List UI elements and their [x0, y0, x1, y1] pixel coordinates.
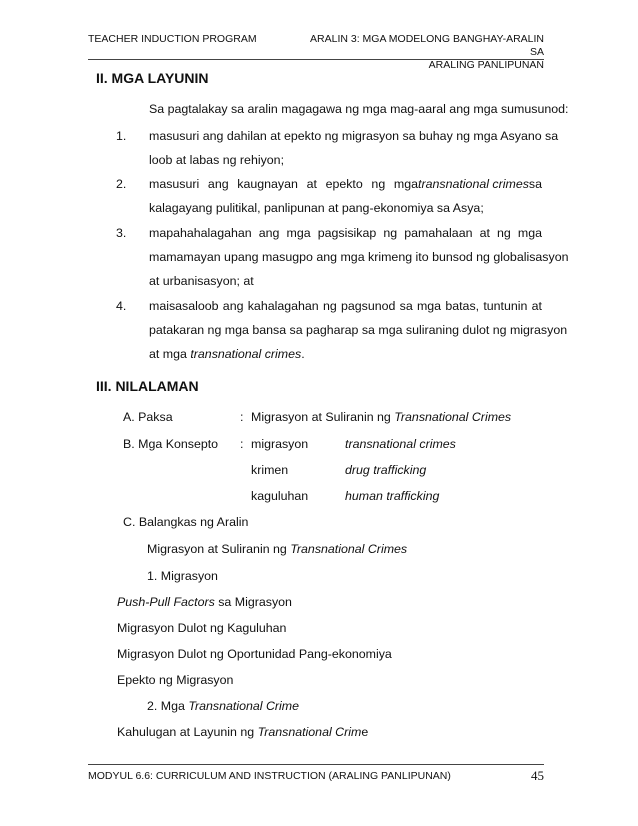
layunin-item-4-line2: patakaran ng mga bansa sa pagharap sa mga suliraning dulot ng migrasyon	[149, 323, 568, 337]
konsepto-label: B. Mga Konsepto	[123, 437, 219, 451]
concept-left-3: kaguluhan	[251, 489, 309, 503]
layunin-item-1-line2: loob at labas ng rehiyon;	[149, 153, 285, 167]
outline-sub-2-text: 2. Mga	[147, 699, 185, 713]
layunin-item-2-number: 2.	[116, 177, 127, 191]
outline-item-4: Epekto ng Migrasyon	[117, 673, 234, 687]
layunin-item-2-line1-b: sa	[528, 177, 542, 191]
outline-sub-2-italic: Transnational Crime	[188, 699, 299, 713]
header-right-line1: ARALIN 3: MGA MODELONG BANGHAY-ARALIN SA	[310, 33, 544, 58]
layunin-item-2-line2: kalagayang pulitikal, panlipunan at pang-ekonomiya sa Asya;	[149, 201, 484, 215]
layunin-item-3-line2: mamamayan upang masugpo ang mga krimeng ito bunsod ng globalisasyon	[149, 250, 569, 264]
layunin-item-4-line3-a: at mga	[149, 347, 187, 361]
layunin-item-4-line3-b: .	[301, 347, 305, 361]
paksa-value-text: Migrasyon at Suliranin ng	[251, 410, 391, 424]
section-heading-layunin: II. MGA LAYUNIN	[96, 70, 209, 86]
header-rule	[88, 59, 544, 60]
outline-title-italic: Transnational Crimes	[290, 542, 408, 556]
layunin-item-3-number: 3.	[116, 226, 127, 240]
footer-module-title: MODYUL 6.6: CURRICULUM AND INSTRUCTION (ARALING PANLIPUNAN)	[88, 770, 451, 782]
layunin-item-1-line1: masusuri ang dahilan at epekto ng migrasyon sa buhay ng mga Asyano sa	[149, 129, 559, 143]
page-number: 45	[531, 768, 544, 783]
paksa-value	[251, 410, 511, 424]
outline-last-text: Kahulugan at Layunin ng	[117, 725, 255, 739]
paksa-colon: :	[240, 410, 244, 424]
outline-item-3: Migrasyon Dulot ng Oportunidad Pang-ekonomiya	[117, 647, 392, 661]
section-heading-nilalaman: III. NILALAMAN	[96, 378, 199, 394]
outline-item-1-text: sa Migrasyon	[214, 595, 292, 609]
header-right-title	[300, 33, 544, 72]
layunin-item-4-line3-italic: transnational crimes	[190, 347, 302, 361]
layunin-item-3-line1: mapahahalagahan ang mga pagsisikap ng pamahalaan at ng mga	[149, 226, 542, 240]
header-left-title: TEACHER INDUCTION PROGRAM	[88, 33, 257, 45]
outline-item-push-pull	[117, 595, 292, 609]
balangkas-label: C. Balangkas ng Aralin	[123, 515, 249, 529]
outline-last-italic: Transnational Crim	[257, 725, 362, 739]
layunin-item-4-number: 4.	[116, 299, 127, 313]
layunin-item-2-line1	[149, 177, 542, 191]
header-right-line2: ARALING PANLIPUNAN	[428, 59, 544, 71]
layunin-item-2-line1-a: masusuri ang kaugnayan at epekto ng mga	[149, 177, 418, 191]
layunin-item-4-line3	[149, 347, 305, 361]
layunin-item-2-line1-italic: transnational crimes	[418, 177, 529, 191]
layunin-intro: Sa pagtalakay sa aralin magagawa ng mga mag-aaral ang mga sumusunod:	[149, 102, 569, 116]
outline-item-kahulugan	[117, 725, 368, 739]
outline-title	[147, 542, 407, 556]
outline-sub-2	[147, 699, 299, 713]
layunin-item-1-number: 1.	[116, 129, 127, 143]
paksa-value-italic: Transnational Crimes	[394, 410, 512, 424]
konsepto-colon: :	[240, 437, 244, 451]
layunin-item-3-line3: at urbanisasyon; at	[149, 274, 254, 288]
paksa-label: A. Paksa	[123, 410, 173, 424]
outline-title-text: Migrasyon at Suliranin ng	[147, 542, 287, 556]
concept-right-1: transnational crimes	[345, 437, 456, 451]
outline-item-1-italic: Push-Pull Factors	[117, 595, 215, 609]
footer-rule	[88, 764, 544, 765]
outline-item-2: Migrasyon Dulot ng Kaguluhan	[117, 621, 287, 635]
concept-right-3: human trafficking	[345, 489, 440, 503]
outline-sub-1: 1. Migrasyon	[147, 569, 218, 583]
layunin-item-4-line1: maisasaloob ang kahalagahan ng pagsunod sa mga batas, tuntunin at	[149, 299, 542, 313]
concept-left-1: migrasyon	[251, 437, 309, 451]
outline-last-tail: e	[361, 725, 369, 739]
concept-right-2: drug trafficking	[345, 463, 427, 477]
concept-left-2: krimen	[251, 463, 289, 477]
